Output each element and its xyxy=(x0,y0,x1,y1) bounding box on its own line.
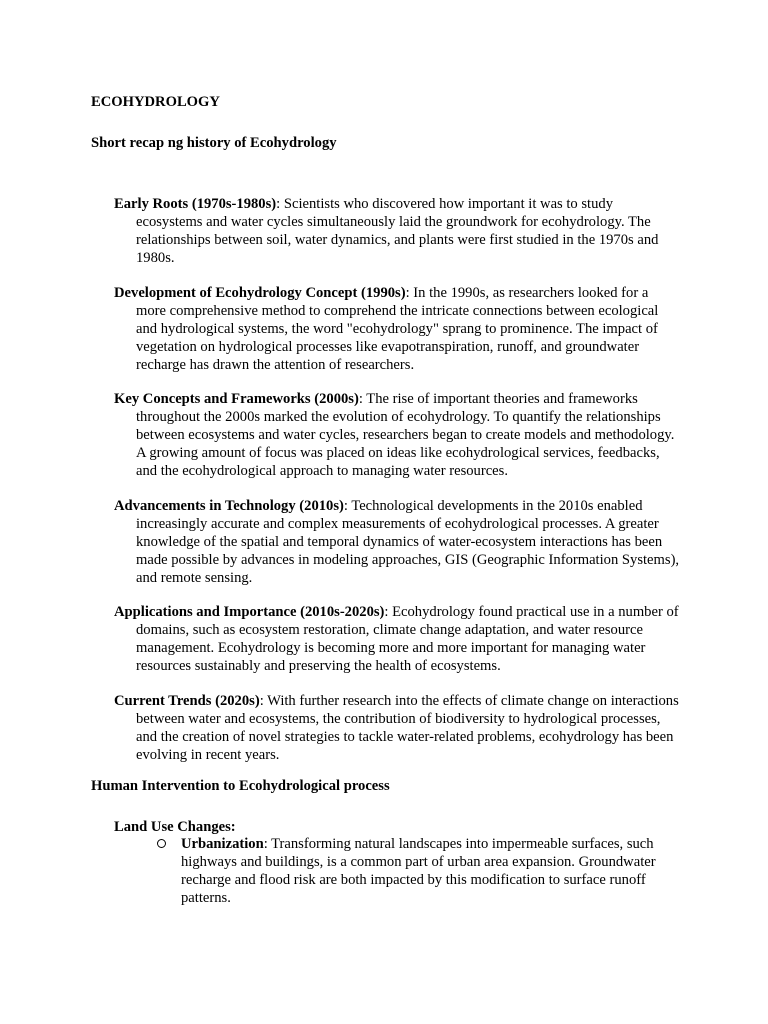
entry-text: : In the 1990s, as researchers looked for a more comprehensive method to comprehend the intricate connections between ecological and hydrological systems, the word "ecohydrology" sprang to prominence. The impact of vegetation on hydrological processes like evapotranspiration, runoff, and groundwater recharge has drawn the attention of researchers. xyxy=(136,284,659,373)
land-use-item xyxy=(181,835,681,907)
entry-term: Current Trends (2020s) xyxy=(114,692,260,709)
entry-term: Applications and Importance (2010s-2020s) xyxy=(114,604,385,620)
entry-text: : The rise of important theories and frameworks throughout the 2000s marked the evolution of ecohydrology. To quantify the relationships between ecosystems and water cycles, researchers began to create models and methodology. A growing amount of focus was placed on ideas like ecohydrological services, feedbacks, and the ecohydrological approach to managing water resources. xyxy=(136,391,675,479)
entry-term: Key Concepts and Frameworks (2000s) xyxy=(114,391,359,407)
entry-text: : Technological developments in the 2010s enabled increasingly accurate and complex measurements of ecohydrological processes. A greater knowledge of the spatial and temporal dynamics of water-ecosystem interactions has been made possible by advances in modeling approaches, GIS (Geographic Information Systems), and remote sensing. xyxy=(136,497,680,586)
section-heading-human-intervention: Human Intervention to Ecohydrological process xyxy=(91,778,390,794)
entry-text: : Scientists who discovered how important it was to study ecosystems and water cycles simultaneously laid the groundwork for ecohydrology. The relationships between soil, water dynamics, and plants were first studied in the 1970s and 1980s. xyxy=(136,196,659,266)
land-use-list xyxy=(181,835,681,907)
entry-term: Early Roots (1970s-1980s) xyxy=(114,196,277,212)
history-entry xyxy=(114,390,680,480)
history-entry xyxy=(114,692,680,764)
entry-text: : With further research into the effects of climate change on interactions between water and ecosystems, the contribution of biodiversity to hydrological processes, and the creation of novel strategies to tackle water-related problems, ecohydrology has been evolving in recent years. xyxy=(136,692,679,763)
item-text: : Transforming natural landscapes into impermeable surfaces, such highways and buildings, is a common part of urban area expansion. Groundwater recharge and flood risk are both impacted by this modification to surface runoff patterns. xyxy=(181,836,656,906)
subsection-heading-land-use: Land Use Changes: xyxy=(114,819,236,835)
history-entry xyxy=(114,497,680,587)
entry-term: Advancements in Technology (2010s) xyxy=(114,497,344,514)
section-heading-history: Short recap ng history of Ecohydrology xyxy=(91,135,337,151)
entry-term: Development of Ecohydrology Concept (1990s) xyxy=(114,284,406,301)
history-entry xyxy=(114,195,680,267)
entry-text: : Ecohydrology found practical use in a number of domains, such as ecosystem restoration, climate change adaptation, and water resource management. Ecohydrology is becoming more and more important for managing water resources sustainably and preserving the health of ecosystems. xyxy=(136,604,679,674)
history-list xyxy=(114,195,680,780)
hollow-circle-bullet-icon xyxy=(157,839,166,848)
history-entry xyxy=(114,603,680,675)
history-entry xyxy=(114,284,680,374)
item-term: Urbanization xyxy=(181,836,264,852)
document-title: ECOHYDROLOGY xyxy=(91,94,220,110)
